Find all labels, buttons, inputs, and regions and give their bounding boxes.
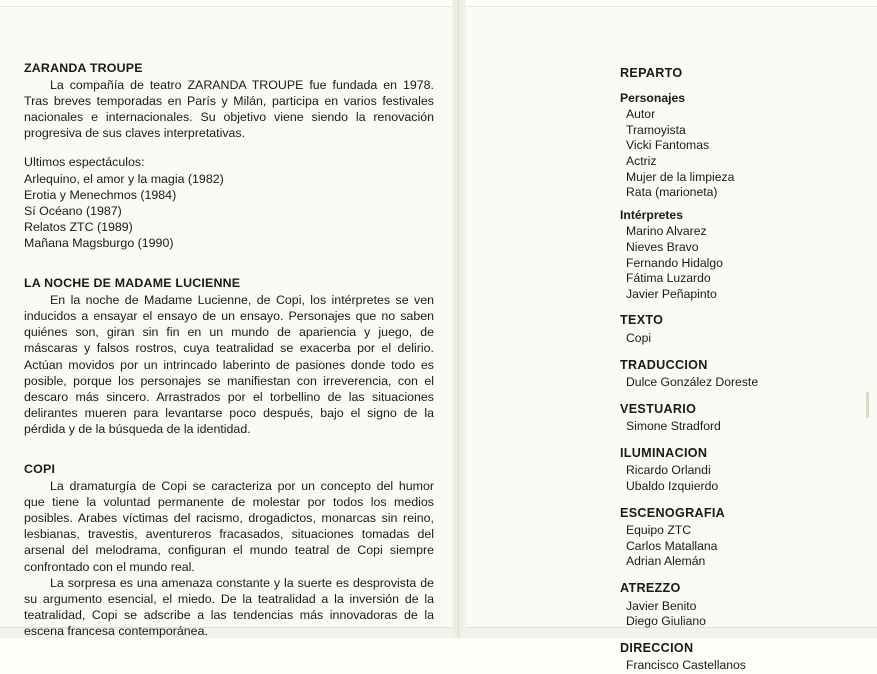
right-credits-column — [620, 66, 860, 674]
credits-group-label-traduccion: TRADUCCION — [620, 357, 708, 372]
list-item: Mañana Magsburgo (1990) — [24, 235, 174, 250]
credits-group-label-vestuario: VESTUARIO — [620, 401, 697, 416]
credits-item: Equipo ZTC — [626, 523, 692, 538]
credits-item: Francisco Castellanos — [626, 658, 746, 673]
credits-item: Mujer de la limpieza — [626, 169, 735, 184]
list-item: Erotia y Menechmos (1984) — [24, 187, 177, 202]
credits-item: Fátima Luzardo — [626, 271, 711, 286]
page-gutter-line — [458, 0, 459, 638]
credits-item: Ubaldo Izquierdo — [626, 479, 719, 494]
list-item: Arlequino, el amor y la magia (1982) — [24, 171, 224, 186]
credits-item: Carlos Matallana — [626, 538, 718, 553]
left-text-column — [24, 60, 434, 639]
credits-item: Diego Giuliano — [626, 614, 706, 629]
section-paragraph-copi-2: La sorpresa es una amenaza constante y la suerte es desprovista de su argumento esencial, el miedo. De la teatralidad a la inversión de la teatralidad, Copi se adscribe a las tendencias más innovadoras de la escena francesa contemporánea. — [24, 575, 434, 638]
section-title-la-noche-de-madame-lucienne: LA NOCHE DE MADAME LUCIENNE — [24, 276, 241, 291]
last-shows-label: Ultimos espectáculos: — [24, 155, 145, 170]
page-gutter — [452, 0, 466, 638]
credits-group-label-atrezzo: ATREZZO — [620, 581, 681, 596]
page-top-edge — [0, 0, 877, 7]
credits-group-label-iluminacion: ILUMINACION — [620, 445, 708, 460]
credits-title: REPARTO — [620, 66, 683, 80]
credits-item: Nieves Bravo — [626, 239, 699, 254]
credits-group-label-direccion: DIRECCION — [620, 640, 694, 655]
credits-item: Simone Stradford — [626, 419, 721, 434]
credits-group-label-interpretes: Intérpretes — [620, 207, 683, 222]
credits-item: Ricardo Orlandi — [626, 463, 711, 478]
edge-mark — [866, 392, 869, 418]
credits-item: Javier Benito — [626, 598, 697, 613]
credits-item: Dulce González Doreste — [626, 375, 759, 390]
credits-item: Vicki Fantomas — [626, 138, 710, 153]
section-paragraph-la-noche-de-madame-lucienne: En la noche de Madame Lucienne, de Copi, los intérpretes se ven inducidos a ensayar el ensayo de un ensayo. Personajes que no saben quiénes son, giran sin fin en un mundo de apariencia y juego, de máscaras y falsos rostros, cuya teatralidad se exacerba por el delirio. Actúan movidos por un intrincado laberinto de pasiones donde todo es posible, porque los personajes se manifiestan con irreverencia, con el descaro más sincero. Arrastrados por el torbellino de las situaciones delirantes mueren para levantarse poco después, bajo el signo de la pérdida y de la búsqueda de la identidad. — [24, 293, 434, 436]
credits-item: Javier Peñapinto — [626, 286, 717, 301]
credits-item: Adrian Alemán — [626, 554, 706, 569]
section-paragraph-copi-1: La dramaturgía de Copi se caracteriza por un concepto del humor que tiene la voluntad permanente de molestar por todos los medios posibles. Arabes víctimas del racismo, drogadictos, monarcas sin reino, lesbianas, travestis, aventureros fracasados, situaciones tomadas del arsenal del melodrama, configuran el mundo teatral de Copi siempre confrontado con el mundo real. — [24, 479, 434, 574]
section-paragraph-zaranda-troupe: La compañía de teatro ZARANDA TROUPE fue fundada en 1978. Tras breves temporadas en París y Milán, participa en varios festivales nacionales e internacionales. Su objetivo viene siendo la renovación progresiva de sus claves interpretativas. — [24, 78, 434, 141]
credits-group-label-texto: TEXTO — [620, 313, 664, 328]
credits-group-label-personajes: Personajes — [620, 90, 686, 105]
list-item: Sí Océano (1987) — [24, 203, 122, 218]
credits-group-label-escenografia: ESCENOGRAFIA — [620, 505, 726, 520]
credits-item: Actriz — [626, 153, 657, 168]
list-item: Relatos ZTC (1989) — [24, 219, 133, 234]
credits-item: Copi — [626, 330, 652, 345]
section-title-zaranda-troupe: ZARANDA TROUPE — [24, 61, 143, 75]
credits-item: Tramoyista — [626, 122, 686, 137]
credits-item: Rata (marioneta) — [626, 185, 718, 200]
credits-item: Fernando Hidalgo — [626, 255, 723, 270]
credits-item: Marino Alvarez — [626, 224, 707, 239]
credits-item: Autor — [626, 107, 656, 122]
section-title-copi: COPI — [24, 461, 56, 476]
